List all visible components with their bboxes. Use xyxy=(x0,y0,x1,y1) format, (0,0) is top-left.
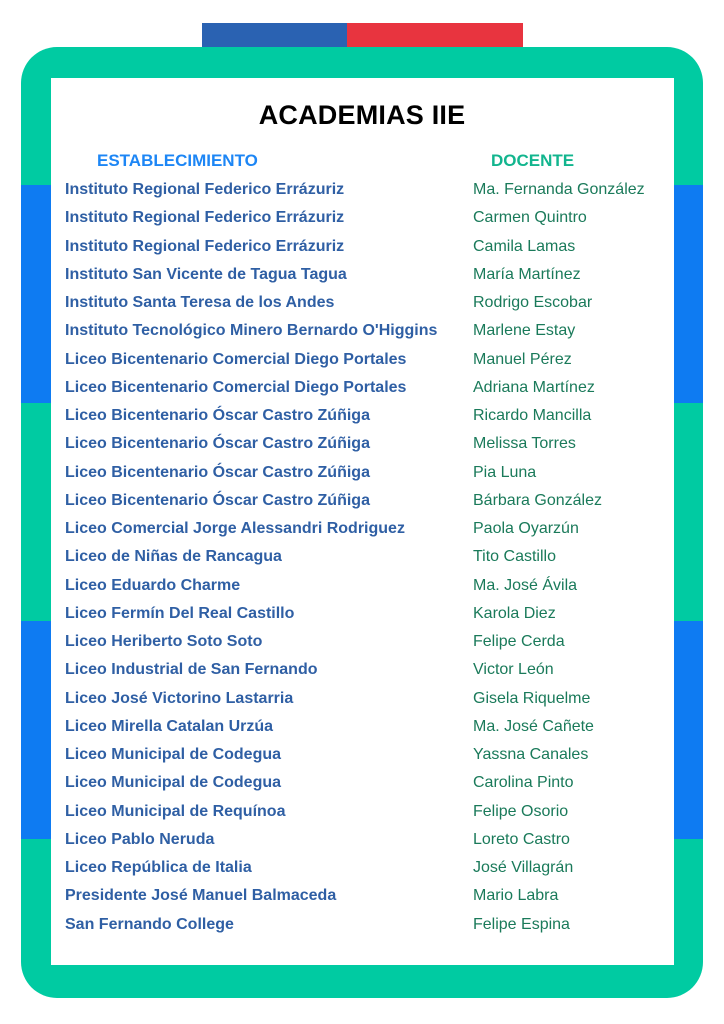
list-item xyxy=(0,544,724,572)
list-item xyxy=(0,347,724,375)
list-item xyxy=(0,403,724,431)
docente-name: Carmen Quintro xyxy=(473,209,587,227)
establecimiento-name: Liceo Municipal de Codegua xyxy=(65,746,282,763)
list-item xyxy=(0,177,724,205)
establecimiento-name: Instituto Tecnológico Minero Bernardo O'Higgins xyxy=(65,322,438,340)
establecimiento-name: Liceo Bicentenario Óscar Castro Zúñiga xyxy=(65,463,370,481)
list-item xyxy=(0,742,724,770)
list-item xyxy=(0,912,724,940)
establecimiento-name: Presidente José Manuel Balmaceda xyxy=(65,887,337,905)
list-item xyxy=(0,657,724,685)
list-item xyxy=(0,262,724,290)
docente-name: Tito Castillo xyxy=(473,548,556,566)
column-header-docente: DOCENTE xyxy=(491,151,575,170)
docente-name: Gisela Riquelme xyxy=(473,689,591,707)
list-item xyxy=(0,488,724,516)
docente-name: Melissa Torres xyxy=(473,435,576,453)
docente-name: Victor León xyxy=(473,661,554,679)
list-item xyxy=(0,686,724,714)
list-item xyxy=(0,460,724,488)
docente-name: Loreto Castro xyxy=(473,830,570,848)
establecimiento-name: Liceo Bicentenario Óscar Castro Zúñiga xyxy=(65,491,370,509)
list-item xyxy=(0,431,724,459)
docente-name: Rodrigo Escobar xyxy=(473,294,593,311)
establecimiento-name: Instituto San Vicente de Tagua Tagua xyxy=(65,265,347,283)
list-item xyxy=(0,714,724,742)
list-item xyxy=(0,770,724,798)
docente-name: Manuel Pérez xyxy=(473,350,572,368)
column-header-establecimiento: ESTABLECIMIENTO xyxy=(97,151,258,170)
establecimiento-name: Liceo Municipal de Codegua xyxy=(65,774,282,792)
list-item xyxy=(0,290,724,318)
establecimiento-name: Liceo Bicentenario Óscar Castro Zúñiga xyxy=(65,407,370,424)
list-item xyxy=(0,516,724,544)
docente-name: Ma. José Cañete xyxy=(473,717,594,735)
docente-name: Pia Luna xyxy=(473,463,537,481)
docente-name: José Villagrán xyxy=(473,859,574,876)
establecimiento-name: Liceo José Victorino Lastarria xyxy=(65,689,294,707)
establecimiento-name: Instituto Regional Federico Errázuriz xyxy=(65,209,345,227)
list-item xyxy=(0,799,724,827)
docente-name: Ricardo Mancilla xyxy=(473,407,592,424)
establecimiento-name: Liceo Bicentenario Comercial Diego Portales xyxy=(65,350,407,368)
establecimiento-name: Liceo Municipal de Requínoa xyxy=(65,802,286,820)
establecimiento-name: Liceo Fermín Del Real Castillo xyxy=(65,604,295,622)
list-item xyxy=(0,234,724,262)
page-title: ACADEMIAS IIE xyxy=(258,100,466,130)
list-item xyxy=(0,883,724,911)
docente-name: Mario Labra xyxy=(473,887,559,905)
list-item xyxy=(0,573,724,601)
docente-name: Camila Lamas xyxy=(473,237,576,255)
establecimiento-name: Liceo Bicentenario Comercial Diego Portales xyxy=(65,378,407,396)
establecimiento-name: Liceo Heriberto Soto Soto xyxy=(65,633,263,650)
docente-name: Bárbara González xyxy=(473,491,602,509)
establecimiento-name: Instituto Regional Federico Errázuriz xyxy=(65,237,345,255)
docente-name: Felipe Espina xyxy=(473,915,570,933)
docente-name: Yassna Canales xyxy=(473,746,589,763)
establecimiento-name: Liceo Bicentenario Óscar Castro Zúñiga xyxy=(65,435,370,453)
docente-name: Marlene Estay xyxy=(473,322,576,340)
list-item xyxy=(0,318,724,346)
academies-list xyxy=(0,177,724,940)
establecimiento-name: Liceo Pablo Neruda xyxy=(65,830,215,848)
list-item xyxy=(0,375,724,403)
flag-stripe-red xyxy=(347,23,523,48)
docente-name: Adriana Martínez xyxy=(473,378,595,396)
docente-name: Felipe Osorio xyxy=(473,802,569,820)
establecimiento-name: Liceo de Niñas de Rancagua xyxy=(65,548,282,566)
list-item xyxy=(0,827,724,855)
establecimiento-name: Instituto Regional Federico Errázuriz xyxy=(65,181,345,198)
list-item xyxy=(0,601,724,629)
flag-stripe-blue xyxy=(202,23,347,48)
establecimiento-name: San Fernando College xyxy=(65,915,234,933)
list-item xyxy=(0,205,724,233)
establecimiento-name: Liceo Eduardo Charme xyxy=(65,576,241,594)
list-item xyxy=(0,629,724,657)
establecimiento-name: Liceo Mirella Catalan Urzúa xyxy=(65,717,274,735)
docente-name: Ma. Fernanda González xyxy=(473,181,645,198)
list-item xyxy=(0,855,724,883)
docente-name: Karola Diez xyxy=(473,604,556,622)
docente-name: Felipe Cerda xyxy=(473,633,565,650)
docente-name: Ma. José Ávila xyxy=(473,576,578,594)
establecimiento-name: Instituto Santa Teresa de los Andes xyxy=(65,294,335,311)
docente-name: María Martínez xyxy=(473,265,581,283)
establecimiento-name: Liceo Comercial Jorge Alessandri Rodriguez xyxy=(65,520,405,537)
establecimiento-name: Liceo Industrial de San Fernando xyxy=(65,661,318,679)
docente-name: Paola Oyarzún xyxy=(473,520,579,537)
establecimiento-name: Liceo República de Italia xyxy=(65,859,252,876)
docente-name: Carolina Pinto xyxy=(473,774,574,792)
